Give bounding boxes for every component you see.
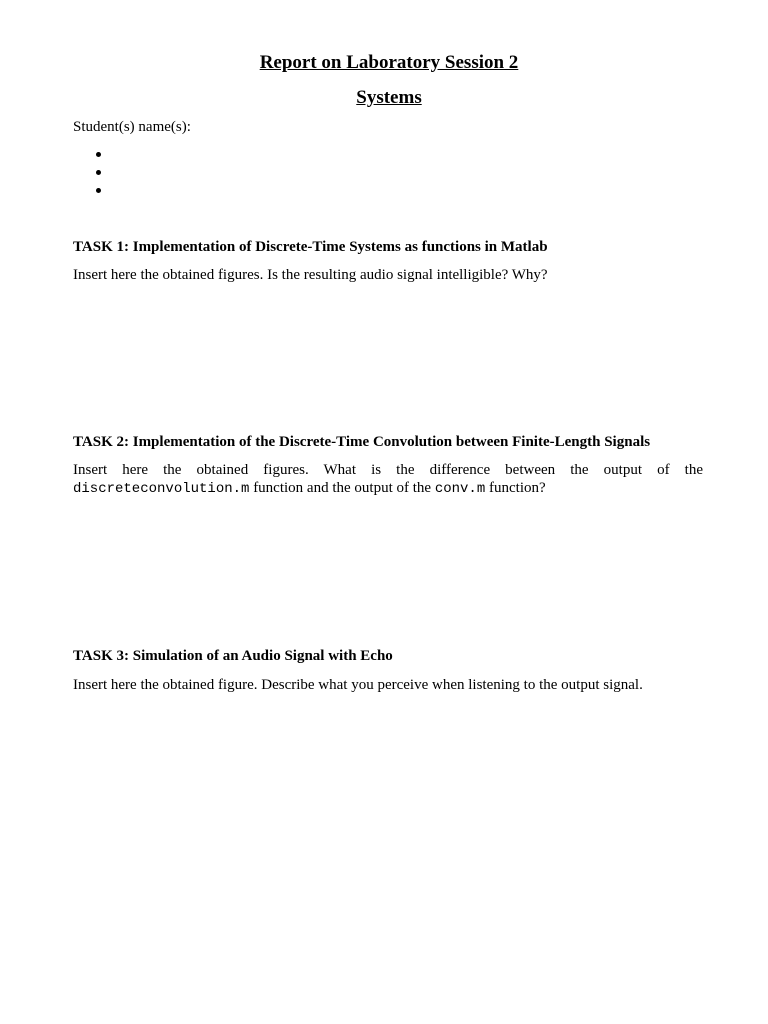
student-names-list [73, 146, 173, 200]
task2-text-after: function? [485, 480, 546, 496]
task2-text [73, 461, 703, 498]
task2-text-middle: function and the output of the [249, 480, 435, 496]
task2-code-discreteconvolution: discreteconvolution.m [73, 481, 250, 497]
task2-heading: TASK 2: Implementation of the Discrete-Time Convolution between Finite-Length Signals [73, 434, 651, 450]
report-subtitle: Systems [356, 87, 422, 108]
student-name-bullet [73, 164, 173, 182]
task1-text: Insert here the obtained figures. Is the resulting audio signal intelligible? Why? [73, 267, 548, 283]
student-name-bullet [73, 146, 173, 164]
task1-heading: TASK 1: Implementation of Discrete-Time Systems as functions in Matlab [73, 239, 548, 255]
task2-code-conv: conv.m [434, 481, 486, 497]
student-name-bullet [73, 182, 173, 200]
task2-text-before: Insert here the obtained figures. What is the difference between the output of the [73, 462, 703, 478]
task3-heading: TASK 3: Simulation of an Audio Signal with Echo [73, 648, 393, 664]
students-label: Student(s) name(s): [73, 119, 191, 135]
report-title: Report on Laboratory Session 2 [259, 52, 519, 73]
task3-text: Insert here the obtained figure. Describe what you perceive when listening to the output signal. [73, 677, 643, 693]
